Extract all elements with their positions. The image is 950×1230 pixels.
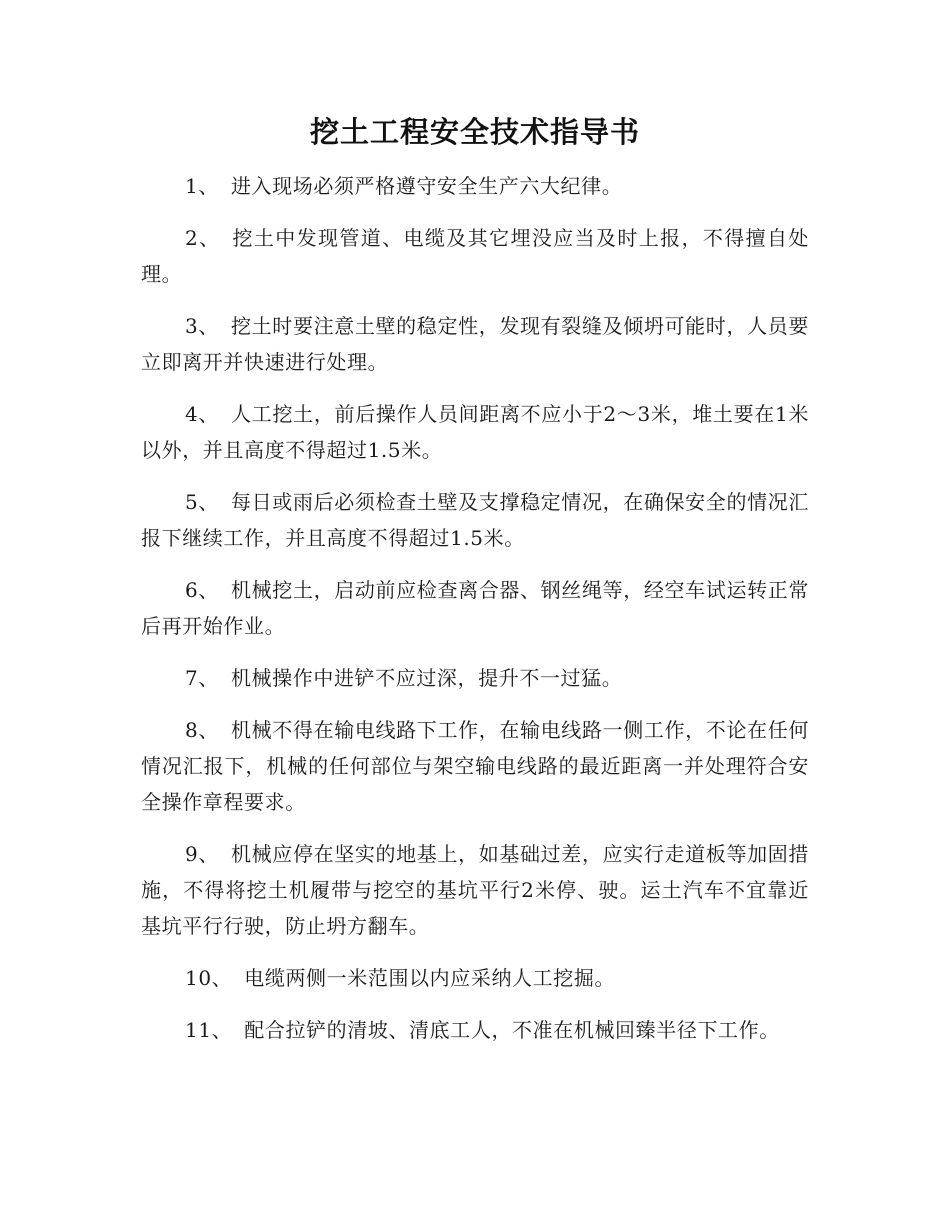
list-item [141, 660, 809, 696]
list-item [141, 1012, 809, 1048]
item-text: 挖土中发现管道、电缆及其它埋没应当及时上报，不得擅自处理。 [141, 226, 809, 286]
item-number: 1、 [185, 174, 219, 198]
instruction-list [141, 168, 809, 1064]
item-text: 人工挖土，前后操作人员间距离不应小于2～3米，堆土要在1米以外，并且高度不得超过1.5米。 [141, 402, 809, 462]
list-item [141, 836, 809, 944]
list-item [141, 396, 809, 468]
item-text: 配合拉铲的清坡、清底工人，不准在机械回臻半径下工作。 [244, 1018, 780, 1042]
item-number: 4、 [185, 402, 220, 426]
item-text: 电缆两侧一米范围以内应采纳人工挖掘。 [244, 966, 616, 990]
item-text: 每日或雨后必须检查土壁及支撑稳定情况，在确保安全的情况汇报下继续工作，并且高度不得超过1.5米。 [141, 490, 809, 550]
list-item [141, 220, 809, 292]
item-text: 机械操作中进铲不应过深，提升不一过猛。 [230, 666, 623, 690]
item-number: 9、 [185, 842, 220, 866]
item-number: 6、 [185, 578, 220, 602]
item-number: 10、 [185, 966, 233, 990]
item-number: 7、 [185, 666, 219, 690]
list-item [141, 960, 809, 996]
list-item [141, 484, 809, 556]
list-item [141, 308, 809, 380]
list-item [141, 168, 809, 204]
item-text: 机械应停在坚实的地基上，如基础过差，应实行走道板等加固措施，不得将挖土机履带与挖空的基坑平行2米停、驶。运土汽车不宜靠近基坑平行行驶，防止坍方翻车。 [141, 842, 809, 938]
item-text: 机械不得在输电线路下工作，在输电线路一侧工作，不论在任何情况汇报下，机械的任何部位与架空输电线路的最近距离一并处理符合安全操作章程要求。 [141, 718, 809, 814]
item-text: 机械挖土，启动前应检查离合器、钢丝绳等，经空车试运转正常后再开始作业。 [141, 578, 809, 638]
item-text: 进入现场必须严格遵守安全生产六大纪律。 [230, 174, 623, 198]
item-number: 8、 [185, 718, 220, 742]
document-title: 挖土工程安全技术指导书 [309, 115, 640, 149]
item-number: 11、 [185, 1018, 233, 1042]
item-number: 3、 [185, 314, 220, 338]
item-number: 5、 [185, 490, 220, 514]
list-item [141, 572, 809, 644]
list-item [141, 712, 809, 820]
item-text: 挖土时要注意土壁的稳定性，发现有裂缝及倾坍可能时，人员要立即离开并快速进行处理。 [141, 314, 809, 374]
item-number: 2、 [185, 226, 221, 250]
